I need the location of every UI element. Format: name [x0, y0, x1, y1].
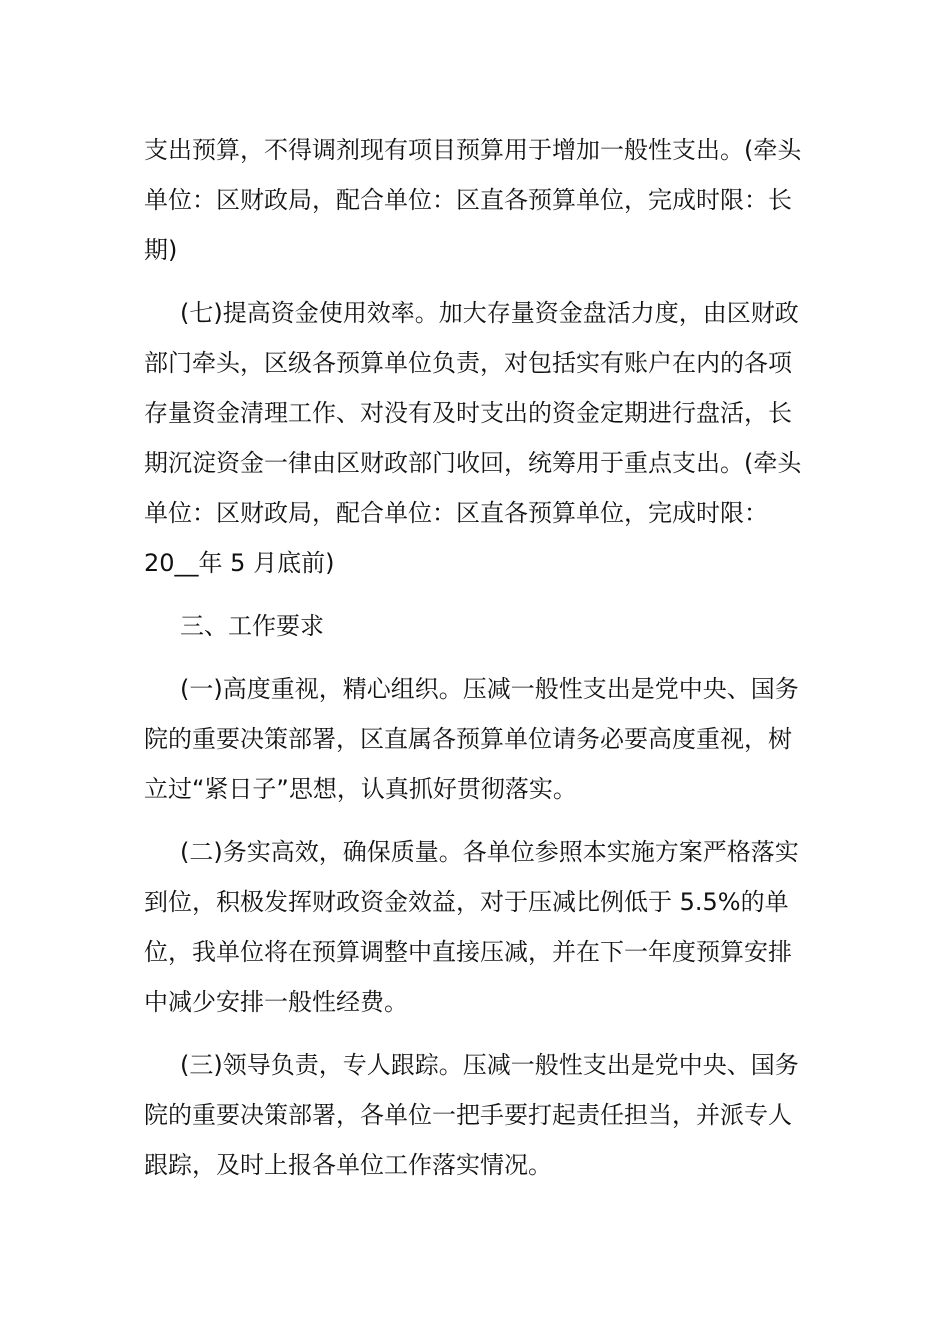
text-line: 跟踪，及时上报各单位工作落实情况。 — [144, 1151, 552, 1179]
section-heading: 三、工作要求 — [180, 612, 324, 640]
paragraph-three-line: (三)领导负责，专人跟踪。压减一般性支出是党中央、国务 — [180, 1051, 799, 1079]
text-line: 到位，积极发挥财政资金效益，对于压减比例低于 5.5%的单 — [144, 888, 789, 916]
paragraph-two-line: (二)务实高效，确保质量。各单位参照本实施方案严格落实 — [180, 838, 799, 866]
text-line: 支出预算，不得调剂现有项目预算用于增加一般性支出。(牵头 — [144, 136, 802, 164]
text-line: 期) — [144, 236, 178, 264]
text-line: 位，我单位将在预算调整中直接压减，并在下一年度预算安排 — [144, 938, 792, 966]
text-line: 单位：区财政局，配合单位：区直各预算单位，完成时限： — [144, 499, 768, 527]
text-line: 部门牵头，区级各预算单位负责，对包括实有账户在内的各项 — [144, 349, 792, 377]
text-line: 存量资金清理工作、对没有及时支出的资金定期进行盘活，长 — [144, 399, 792, 427]
paragraph-one-line: (一)高度重视，精心组织。压减一般性支出是党中央、国务 — [180, 675, 799, 703]
text-line: 期沉淀资金一律由区财政部门收回，统筹用于重点支出。(牵头 — [144, 449, 802, 477]
text-line: 单位：区财政局，配合单位：区直各预算单位，完成时限：长 — [144, 186, 792, 214]
text-line: 院的重要决策部署，区直属各预算单位请务必要高度重视，树 — [144, 725, 792, 753]
text-line: 20__年 5 月底前) — [144, 549, 335, 577]
text-line: 立过“紧日子”思想，认真抓好贯彻落实。 — [144, 775, 577, 803]
paragraph-seven-line: (七)提高资金使用效率。加大存量资金盘活力度，由区财政 — [180, 299, 799, 327]
text-line: 中减少安排一般性经费。 — [144, 988, 408, 1016]
text-line: 院的重要决策部署，各单位一把手要打起责任担当，并派专人 — [144, 1101, 792, 1129]
